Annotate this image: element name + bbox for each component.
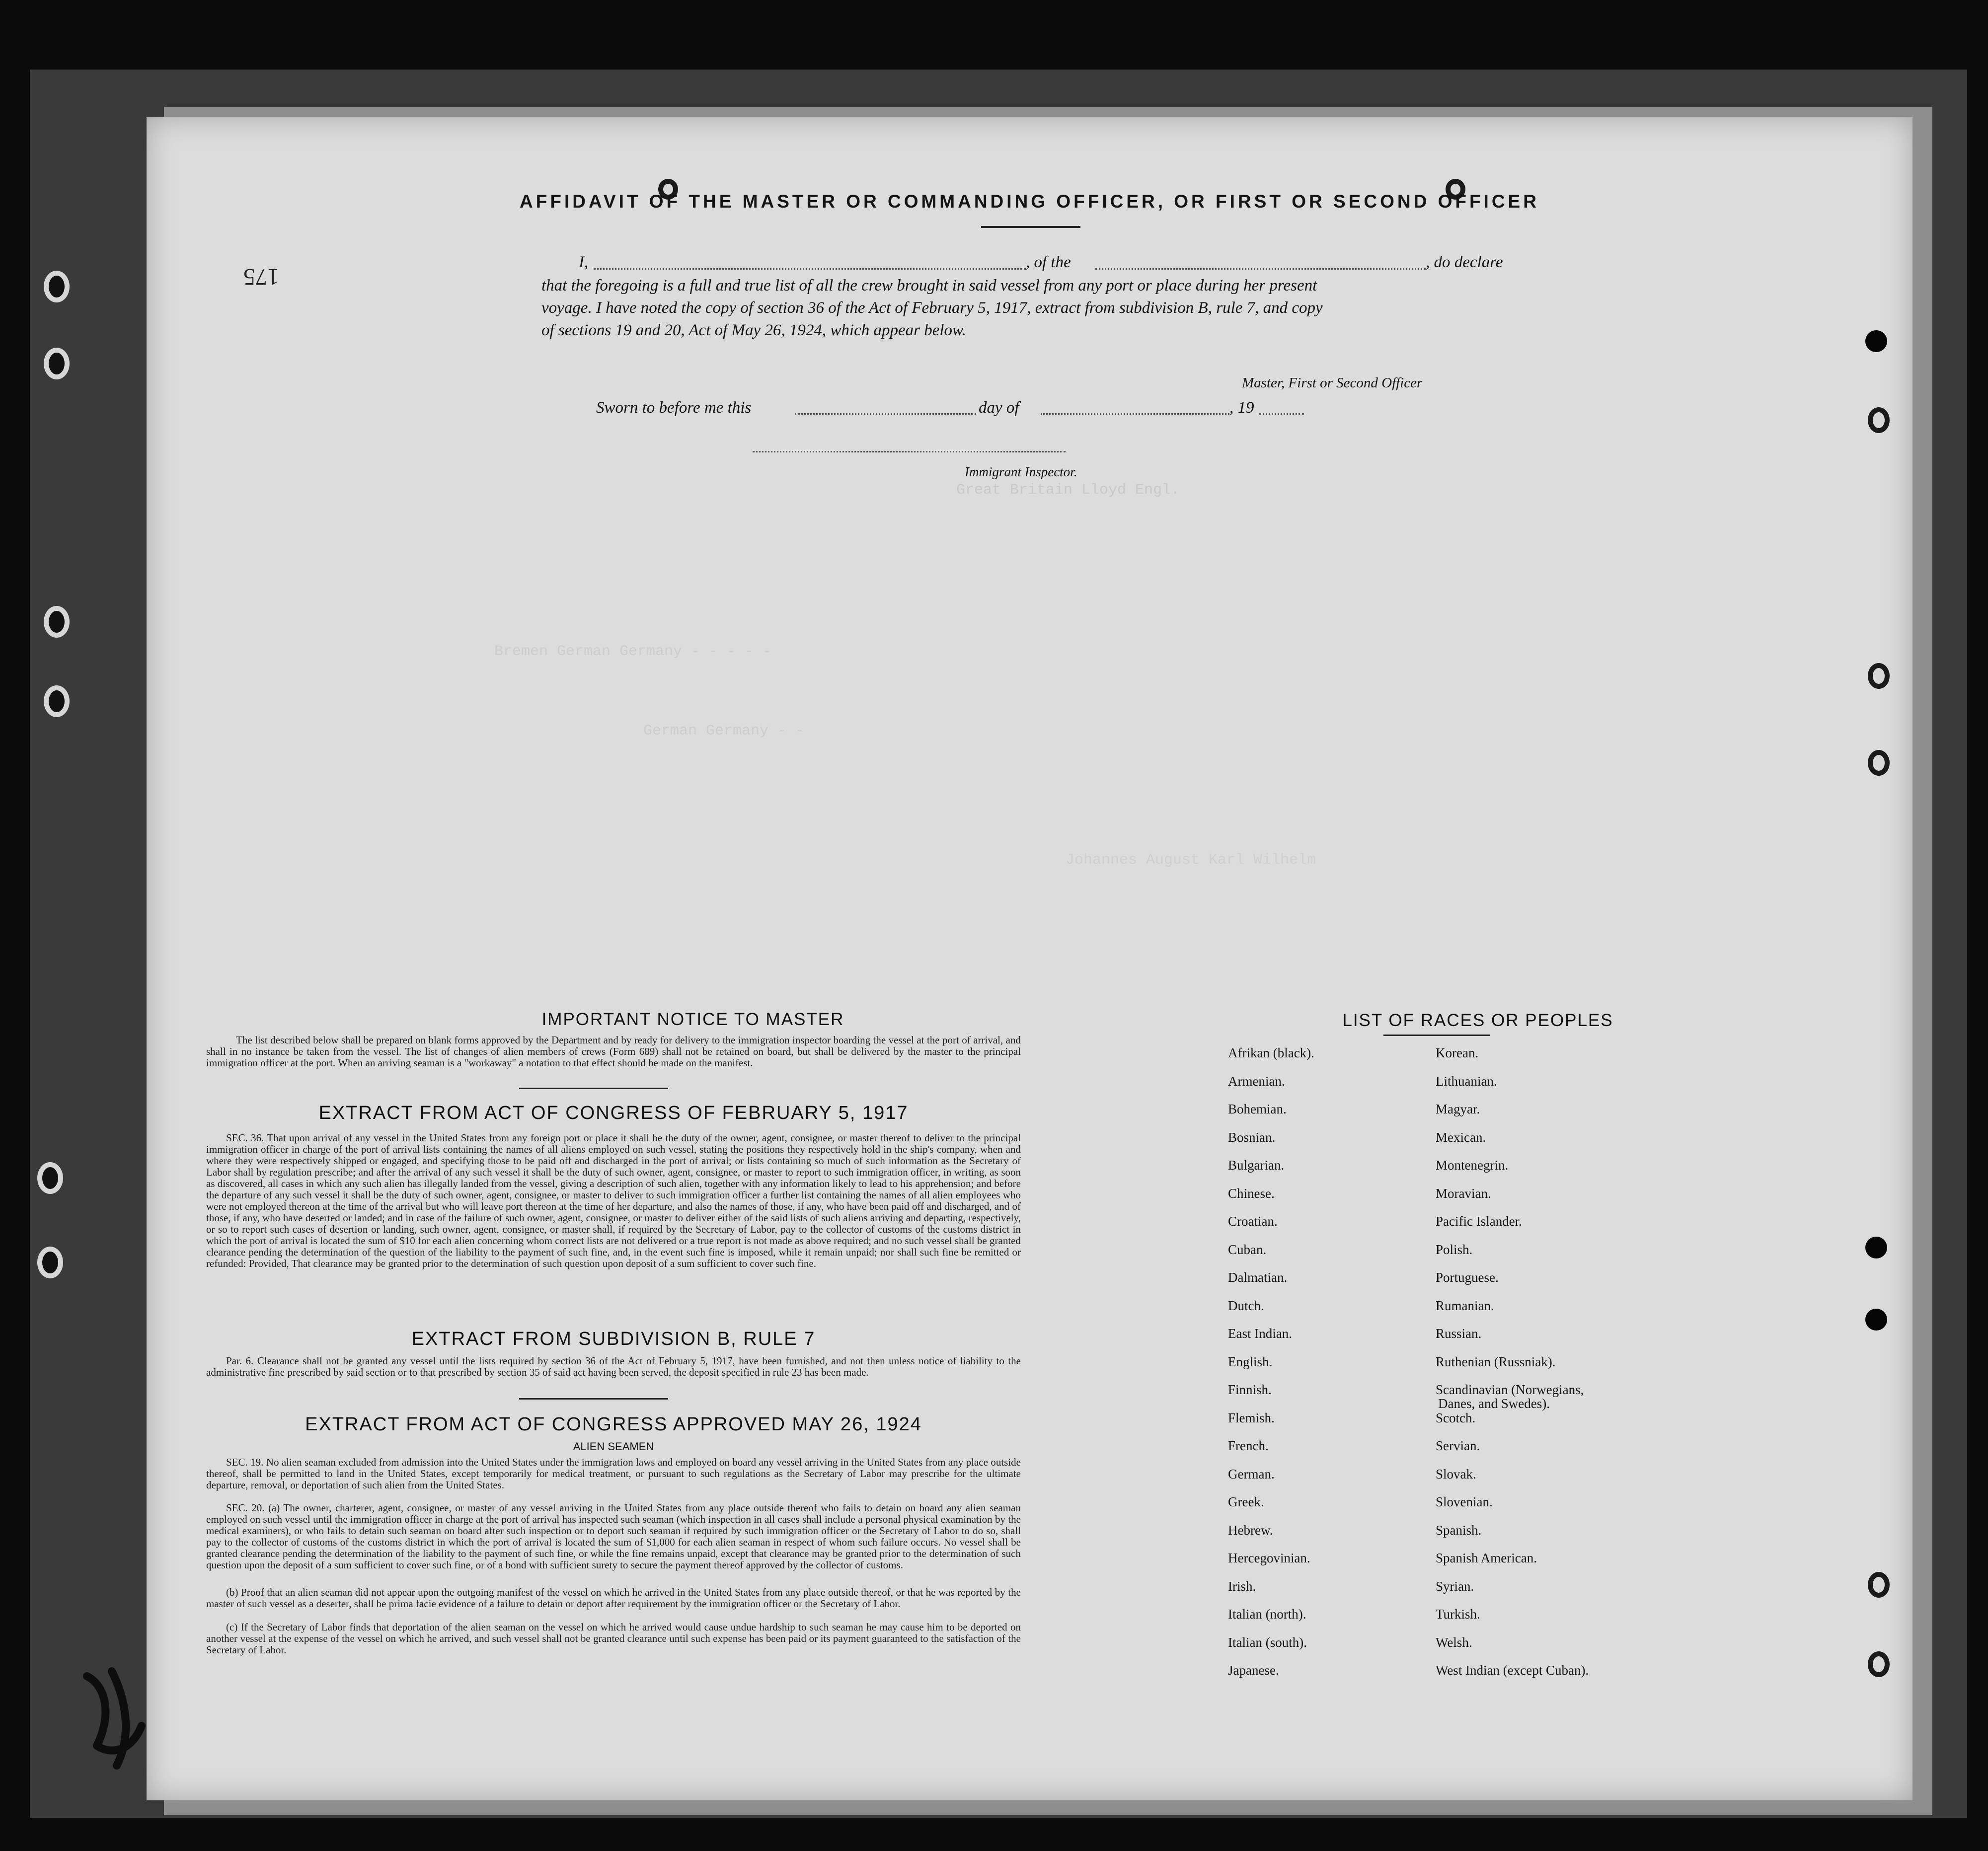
race-item: Italian (north). [1228,1607,1306,1622]
binder-hole [44,348,70,379]
year-blank [1259,413,1304,415]
affidavit-line-2: that the foregoing is a full and true list of all the crew brought in said vessel from any port or place during her present [541,277,1317,295]
race-item: Montenegrin. [1436,1158,1509,1173]
section-rule [519,1398,668,1400]
binder-hole [37,1162,63,1194]
bleed-through-text: Johannes August Karl Wilhelm [1066,852,1316,869]
race-item: Spanish American. [1436,1551,1537,1565]
race-item: Flemish. [1228,1410,1275,1425]
races-heading: LIST OF RACES OR PEOPLES [1342,1011,1613,1030]
affidavit-line-3: voyage. I have noted the copy of section 36 of the Act of February 5, 1917, extract from subdivision B, rule 7, and copy [541,299,1323,317]
binder-hole [37,1247,63,1278]
extract-1917-heading: EXTRACT FROM ACT OF CONGRESS OF FEBRUARY 5, 1917 [318,1103,909,1123]
punch-hole [1868,1651,1890,1677]
sec19-text: SEC. 19. No alien seaman excluded from admission into the United States under the immigration laws and employed on board any vessel arriving in the United States from any place outside thereof, shall be permitted to land in the United States, except temporarily for medical treatment, or pursuant to such regulations as the Secretary of Labor may prescribe for the ultimate departure, removal, or deportation of such alien from the United States. [206,1456,1021,1491]
race-item: Dalmatian. [1228,1270,1288,1285]
race-item: Armenian. [1228,1073,1285,1089]
page-number: 175 [243,264,279,290]
affidavit-line-4: of sections 19 and 20, Act of May 26, 1924, which appear below. [541,321,966,339]
affidavit-title: AFFIDAVIT OF THE MASTER OR COMMANDING OFFICER, OR FIRST OR SECOND OFFICER [520,191,1539,212]
master-signature-caption: Master, First or Second Officer [1242,375,1423,391]
race-item: Bulgarian. [1228,1158,1285,1173]
punch-hole [1868,663,1890,689]
race-item: Spanish. [1436,1522,1482,1538]
bleed-through-text: Bremen German Germany - - - - - [494,643,772,660]
notice-text: The list described below shall be prepared on blank forms approved by the Department and by ready for delivery to the immigration inspector boarding the vessel at the port of arrival, and shall in no instance be taken from the vessel. The list of changes of alien members of crews (Form 689) shall not be retained on board, but shall be delivered by the master to the principal immigration officer at the port. When an arriving seaman is a "workaway" a notation to that effect should be made on the manifest. [206,1034,1021,1069]
sec20c-text: (c) If the Secretary of Labor finds that deportation of the alien seaman on the vessel on which he arrived would cause undue hardship to such seaman he may cause him to be deported on another vessel at the expense of the vessel on which he arrived, and such vessel shall not be granted clearance until such expense has been paid or its payment guaranteed to the satisfaction of the Secretary of Labor. [206,1621,1021,1656]
race-item: East Indian. [1228,1326,1292,1341]
punch-hole [1865,1237,1887,1259]
race-item: Welsh. [1436,1634,1472,1650]
sec20b-text: (b) Proof that an alien seaman did not appear upon the outgoing manifest of the vessel on which he arrived in the United States from any place outside thereof, or that he was reported by the master of such vessel as a deserter, shall be prima facie evidence of a failure to detain or deport after requirement by the immigration officer or the Secretary of Labor. [206,1586,1021,1610]
sworn-text: Sworn to before me this [596,399,752,417]
race-item: Japanese. [1228,1663,1279,1678]
race-item: English. [1228,1354,1273,1369]
race-item: Danes, and Swedes). [1438,1396,1550,1411]
race-item: Hercegovinian. [1228,1551,1310,1565]
alien-seamen-subheading: ALIEN SEAMEN [573,1440,654,1453]
race-item: Chinese. [1228,1185,1275,1201]
race-item: Dutch. [1228,1298,1264,1313]
binder-hole [44,271,70,302]
race-item: Syrian. [1436,1578,1474,1594]
sec20a-text: SEC. 20. (a) The owner, charterer, agent, consignee, or master of any vessel arriving in the United States from any place outside thereof who fails to detain on board any alien seaman employed on such vessel until the immigration officer in charge at the port of arrival has inspected such seaman (which inspection in all cases shall include a personal physical examination by the medical examiners), or who fails to detain such seaman on board after such inspection or to deport such seaman if required by such immigration officer or the Secretary of Labor to do so, shall pay to the collector of customs of the customs district in which the port of arrival is located the sum of $1,000 for each alien seaman in respect of whom such failure occurs. No vessel shall be granted clearance pending the determination of the liability to the payment of such fine, or while the fine remains unpaid, except that clearance may be granted prior to the determination of such question upon the deposit of a sum sufficient to cover such fine, or of a bond with sufficient surety to secure the payment thereof approved by the collector of customs. [206,1502,1021,1571]
affidavit-i: I, [579,253,589,271]
bleed-through-text: German Germany - - [643,723,805,740]
punch-hole [1868,407,1890,433]
race-item: Korean. [1436,1045,1479,1060]
race-item: Lithuanian. [1436,1073,1497,1089]
punch-hole [1868,1572,1890,1598]
race-item: Irish. [1228,1578,1256,1594]
punch-hole [1865,1309,1887,1331]
extract-1924-heading: EXTRACT FROM ACT OF CONGRESS APPROVED MAY 26, 1924 [305,1414,922,1435]
notice-heading: IMPORTANT NOTICE TO MASTER [541,1010,844,1029]
race-item: Bohemian. [1228,1102,1287,1116]
binder-hole [44,606,70,638]
race-item: Scotch. [1436,1410,1476,1425]
race-item: Moravian. [1436,1185,1491,1201]
race-item: Finnish. [1228,1382,1272,1397]
race-item: Slovak. [1436,1466,1476,1481]
races-rule [1383,1035,1490,1036]
affidavit-of-the: , of the [1026,253,1071,271]
manifest-page [147,117,1912,1800]
name-blank [594,268,1026,270]
race-item: French. [1228,1438,1269,1453]
inspector-caption: Immigrant Inspector. [965,464,1077,479]
race-item: Scandinavian (Norwegians, [1436,1382,1584,1397]
race-item: Croatian. [1228,1214,1278,1229]
race-item: Afrikan (black). [1228,1045,1314,1060]
race-item: Rumanian. [1436,1298,1494,1313]
race-item: Servian. [1436,1438,1480,1453]
race-item: Magyar. [1436,1102,1480,1116]
race-item: Hebrew. [1228,1522,1273,1538]
race-item: West Indian (except Cuban). [1436,1663,1589,1678]
race-item: Portuguese. [1436,1270,1499,1285]
section-rule [519,1088,668,1089]
punch-hole [1865,330,1887,352]
rule7-text: Par. 6. Clearance shall not be granted any vessel until the lists required by section 36 of the Act of February 5, 1917, have been furnished, and not then unless notice of liability to the administrative fine prescribed by said section or to that prescribed by section 35 of said act having been served, the deposit specified in rule 23 has been made. [206,1355,1021,1378]
title-underline [981,226,1080,228]
sworn-day-of: day of [979,399,1019,417]
sworn-year: , 19 [1229,399,1254,417]
punch-hole [1868,750,1890,776]
race-item: German. [1228,1466,1275,1481]
extract-1917-text: SEC. 36. That upon arrival of any vessel in the United States from any foreign port or place it shall be the duty of the owner, agent, consignee, or master thereof to deliver to the principal immigration officer in charge of the port of arrival lists containing the names of all aliens employed on such vessel, stating the positions they respectively hold in the ship's company, when and where they were respectively shipped or engaged, and specifying those to be paid off and discharged in the port of arrival; or lists containing so much of such information as the Secretary of Labor shall by regulation prescribe; and after the arrival of any such vessel it shall be the duty of such owner, agent, consignee, or master to report to such immigration officer, in writing, as soon as discovered, all cases in which any such alien has illegally landed from the vessel, giving a description of such alien, together with any information likely to lead to his apprehension; and before the departure of any such vessel it shall be the duty of such owner, agent, consignee, or master to deliver to such immigration officer a further list containing the names of all alien employees who were not employed thereon at the time of the arrival but who will leave port thereon at the time of her departure, and also the names of those, if any, who have been paid off and discharged, and of those, if any, who have deserted or landed; and in case of the failure of such owner, agent, consignee, or master to deliver either of the said lists of such aliens arriving and departing, respectively, or so to report such cases of desertion or landing, such owner, agent, consignee, or master shall, if required by the Secretary of Labor, pay to the collector of customs of the customs district in which the port of arrival is located the sum of $10 for each alien concerning whom correct lists are not delivered or a true report is not made as above required; and no such vessel shall be granted clearance pending the determination of the question of the liability to the payment of such fine, and, in the event such fine is imposed, while it remain unpaid; nor shall such fine be remitted or refunded: Provided, That clearance may be granted prior to the determination of such question upon deposit of a sum sufficient to cover such fine. [206,1132,1021,1269]
inspector-signature-line [753,451,1066,452]
day-blank [795,413,976,415]
race-item: Mexican. [1436,1129,1486,1145]
month-blank [1041,413,1229,415]
binder-hole [44,685,70,717]
race-item: Bosnian. [1228,1129,1276,1145]
race-item: Pacific Islander. [1436,1214,1522,1229]
bleed-through-text: Great Britain Lloyd Engl. [956,482,1180,499]
rule7-heading: EXTRACT FROM SUBDIVISION B, RULE 7 [411,1329,816,1349]
affidavit-do-declare: , do declare [1426,253,1503,271]
race-item: Greek. [1228,1494,1264,1509]
race-item: Cuban. [1228,1242,1267,1257]
handwritten-mark [67,1656,166,1776]
race-item: Russian. [1436,1326,1482,1341]
race-item: Polish. [1436,1242,1473,1257]
vessel-blank [1095,268,1426,270]
race-item: Slovenian. [1436,1494,1493,1509]
race-item: Turkish. [1436,1607,1480,1622]
race-item: Italian (south). [1228,1634,1307,1650]
race-item: Ruthenian (Russniak). [1436,1354,1556,1369]
